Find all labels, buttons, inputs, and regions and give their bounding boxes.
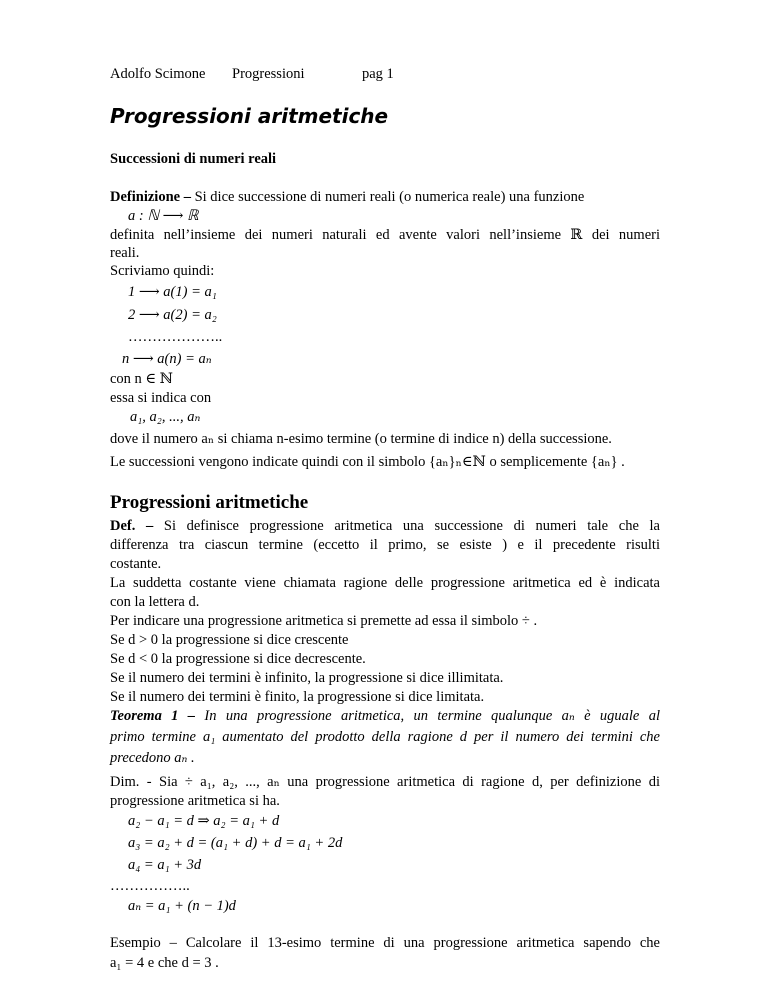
definition-line5: Scriviamo quindi:	[110, 263, 215, 279]
definition-line	[110, 188, 660, 206]
theorem-line1	[110, 707, 660, 725]
mapping-n: n ⟶ a(n) = aₙ	[122, 351, 212, 367]
equation-3: a₄ = a₁ + 3d	[128, 857, 202, 873]
dove-line: dove il numero aₙ si chiama n-esimo termine (o termine di indice n) della successione.	[110, 431, 612, 447]
crescente-line: Se d > 0 la progressione si dice crescente	[110, 632, 349, 648]
def2-label: Def. –	[110, 518, 154, 534]
definition-label: Definizione –	[110, 189, 191, 205]
decrescente-line: Se d < 0 la progressione si dice decrescente.	[110, 651, 366, 667]
ragione-line2: con la lettera d.	[110, 594, 200, 610]
limitata-line: Se il numero dei termini è finito, la progressione si dice limitata.	[110, 689, 485, 705]
con-line: con n ∈ ℕ	[110, 371, 174, 387]
header-page: pag 1	[362, 66, 394, 82]
dots-2: ……………..	[110, 878, 190, 894]
definition-text: Si dice successione di numeri reali (o numerica reale) una funzione	[190, 189, 585, 205]
def2-line2: differenza tra ciascun termine (eccetto il primo, se esiste ) e il precedente risulti	[110, 537, 660, 553]
proof-line2: progressione aritmetica si ha.	[110, 793, 280, 809]
def2-line3: costante.	[110, 556, 162, 572]
definition-line4: reali.	[110, 245, 140, 261]
equation-n: aₙ = a₁ + (n − 1)d	[128, 898, 236, 914]
example-line1: Esempio – Calcolare il 13-esimo termine di una progressione aritmetica sapendo che	[110, 935, 660, 951]
definition-line3: definita nell’insieme dei numeri naturali ed avente valori nell’insieme ℝ dei numeri	[110, 227, 660, 243]
header-subject: Progressioni	[232, 66, 305, 82]
illimitata-line: Se il numero dei termini è infinito, la progressione si dice illimitata.	[110, 670, 504, 686]
def2-line1	[110, 517, 660, 535]
header-author: Adolfo Scimone	[110, 66, 206, 82]
page-title: Progressioni aritmetiche	[110, 104, 389, 128]
example-line2: a₁ = 4 e che d = 3 .	[110, 955, 219, 971]
proof-line1: Dim. - Sia ÷ a₁, a₂, ..., aₙ una progressione aritmetica di ragione d, per definizione di	[110, 774, 660, 790]
simbolo-line: Le successioni vengono indicate quindi con il simbolo {aₙ}ₙ∈ℕ o semplicemente {aₙ} .	[110, 454, 625, 470]
section1-heading: Successioni di numeri reali	[110, 151, 277, 167]
function-formula: a : ℕ ⟶ ℝ	[128, 208, 199, 224]
essa-line: essa si indica con	[110, 390, 212, 406]
ragione-line1: La suddetta costante viene chiamata ragione delle progressione aritmetica ed è indicata	[110, 575, 660, 591]
theorem-text: In una progressione aritmetica, un termine qualunque aₙ è uguale al	[195, 708, 660, 724]
theorem-label: Teorema 1 –	[110, 708, 196, 724]
simbolo2-line: Per indicare una progressione aritmetica si premette ad essa il simbolo ÷ .	[110, 613, 538, 629]
sequence-formula: a₁, a₂, ..., aₙ	[130, 409, 201, 425]
equation-1: a₂ − a₁ = d ⇒ a₂ = a₁ + d	[128, 813, 280, 829]
section2-heading: Progressioni aritmetiche	[110, 492, 309, 513]
mapping-2: 2 ⟶ a(2) = a₂	[128, 307, 217, 323]
dots-1: ………………..	[128, 329, 223, 345]
def2-text: Si definisce progressione aritmetica una successione di numeri tale che la	[153, 518, 660, 534]
theorem-line2: primo termine a₁ aumentato del prodotto della ragione d per il numero dei termini che	[110, 729, 660, 745]
mapping-1: 1 ⟶ a(1) = a₁	[128, 284, 217, 300]
equation-2: a₃ = a₂ + d = (a₁ + d) + d = a₁ + 2d	[128, 835, 343, 851]
theorem-line3: precedono aₙ .	[110, 750, 195, 766]
